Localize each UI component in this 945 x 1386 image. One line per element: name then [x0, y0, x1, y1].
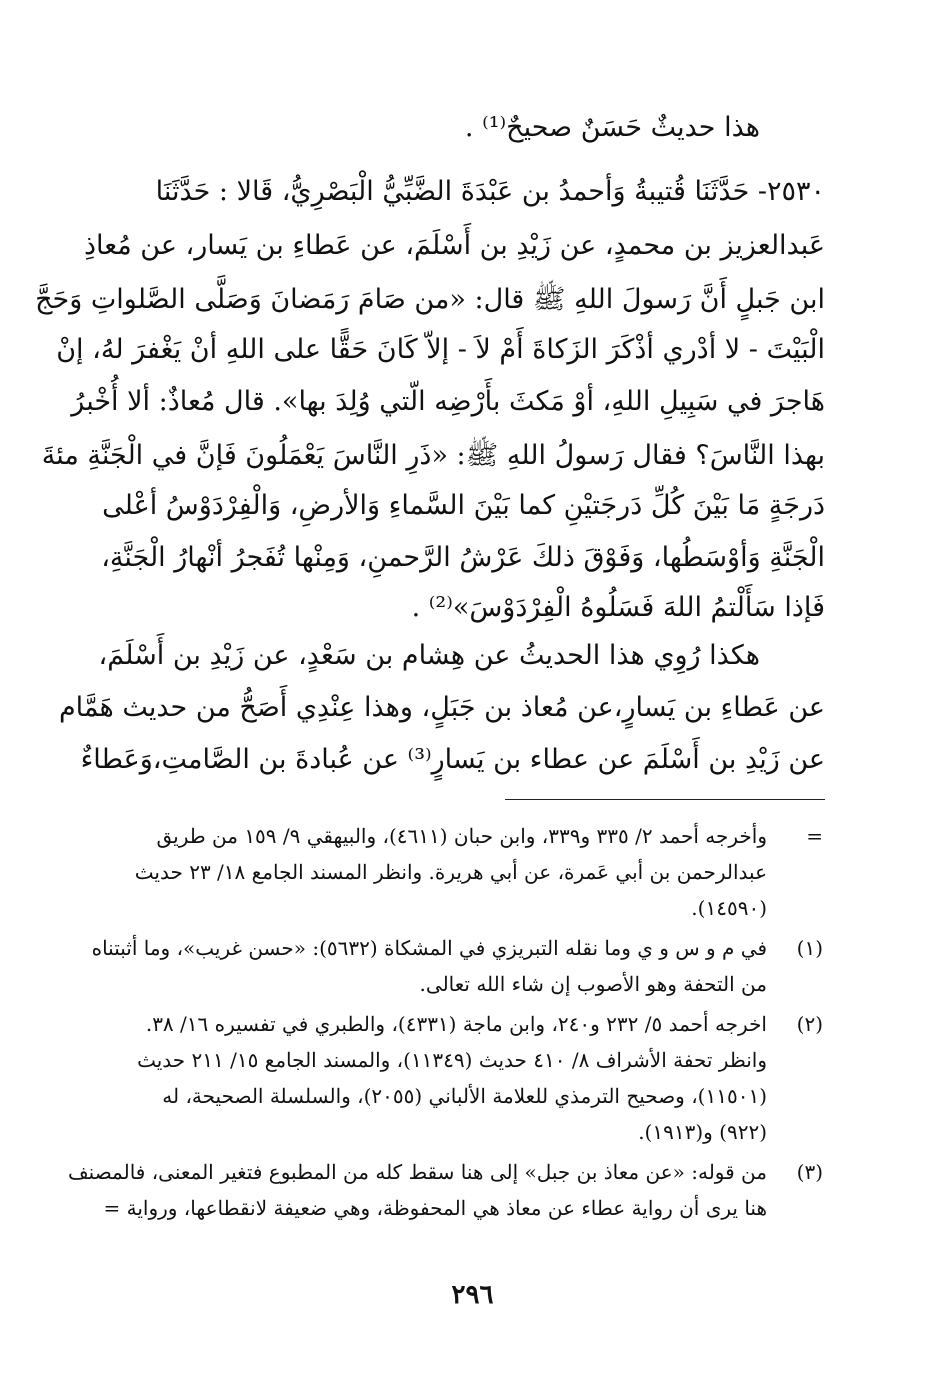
main-line-8: دَرجَةٍ مَا بَيْنَ كُلِّ دَرجَتيْنِ كما بَيْنَ السَّماءِ وَالأرضِ، وَالْفِرْدَوْسُ أعْلى — [102, 490, 825, 521]
main-line-10: فَإذا سَأَلْتمُ اللهَ فَسَلُوهُ الْفِرْدَوْسَ»⁽²⁾ . — [411, 592, 825, 623]
main-line-12: عن عَطاءِ بن يَسارٍ،عن مُعاذ بن جَبَلٍ، وهذا عِنْدِي أَصَحُّ من حديث هَمَّام — [58, 692, 825, 723]
footnote-continued-line-2: عبدالرحمن بن أبي عَمرة، عن أبي هريرة. وانظر المسند الجامع ١٨/ ٢٣ حديث — [134, 860, 767, 884]
main-line-7: بهذا النَّاسَ؟ فقال رَسولُ اللهِ ﷺ: «ذَرِ النَّاسَ يَعْمَلُونَ فَإنَّ في الْجَنَّةِ مئةَ — [41, 440, 825, 471]
footnote-continued-line-3: (١٤٥٩٠). — [691, 896, 767, 920]
footnote-1-number: (١) — [796, 936, 823, 960]
footnote-3-line-2: هنا يرى أن رواية عطاء عن معاذ هي المحفوظة، وهي ضعيفة لانقطاعها، ورواية = — [103, 1196, 767, 1220]
main-line-9: الْجَنَّةِ وَأوْسَطُها، وَفَوْقَ ذلكَ عَرْشُ الرَّحمنِ، وَمِنْها تُفَجرُ أنْهارُ الْجَنَّةِ، — [101, 542, 825, 573]
footnote-2-number: (٢) — [796, 1012, 823, 1036]
main-line-3: عَبدالعزيز بن محمدٍ، عن زَيْدِ بن أَسْلَمَ، عن عَطاءِ بن يَسار، عن مُعاذِ — [83, 230, 825, 261]
footnote-separator — [505, 799, 825, 800]
footnote-2-line-4: (٩٢٢) و(١٩١٣). — [638, 1120, 767, 1144]
main-line-13: عن زَيْدِ بن أَسْلَمَ عن عطاء بن يَسارٍ⁽³⁾ عن عُبادةَ بن الصَّامتِ،وَعَطاءٌ — [80, 744, 825, 775]
main-line-6: هَاجرَ في سَبِيلِ اللهِ، أوْ مَكثَ بأَرْضِه الّتي وُلِدَ بها». قال مُعاذٌ: ألا أُخْبرُ — [71, 386, 825, 417]
footnote-continued-line-1: وأخرجه أحمد ٢/ ٣٣٥ و٣٣٩، وابن حبان (٤٦١١)، والبيهقي ٩/ ١٥٩ من طريق — [156, 824, 767, 848]
footnote-1-line-1: في م و س و ي وما نقله التبريزي في المشكاة (٥٦٣٢): «حسن غريب»، وما أثبتناه — [91, 936, 767, 960]
footnote-1-line-2: من التحفة وهو الأصوب إن شاء الله تعالى. — [419, 972, 767, 996]
main-line-1: هذا حديثٌ حَسَنٌ صحيحٌ⁽¹⁾ . — [464, 112, 760, 143]
footnote-3-line-1: من قوله: «عن معاذ بن جبل» إلى هنا سقط كله من المطبوع فتغير المعنى، فالمصنف — [67, 1160, 767, 1184]
footnote-2-line-1: اخرجه أحمد ٥/ ٢٣٢ و٢٤٠، وابن ماجة (٤٣٣١)، والطبري في تفسيره ١٦/ ٣٨. — [145, 1012, 767, 1036]
main-line-4: ابن جَبلٍ أَنَّ رَسولَ اللهِ ﷺ قال: «من صَامَ رَمَضانَ وَصَلَّى الصَّلواتِ وَحَجَّ — [35, 284, 825, 315]
footnote-2-line-3: (١١٥٠١)، وصحيح الترمذي للعلامة الألباني (٢٠٥٥)، والسلسلة الصحيحة، له — [162, 1084, 767, 1108]
footnote-2-line-2: وانظر تحفة الأشراف ٨/ ٤١٠ حديث (١١٣٤٩)، والمسند الجامع ١٥/ ٢١١ حديث — [137, 1048, 767, 1072]
footnote-continued-marker: = — [806, 824, 823, 848]
main-line-5: الْبَيْتَ - لا أدْري أذْكَرَ الزَكاةَ أَمْ لاَ - إلاّ كَانَ حَقًّا على اللهِ أنْ يَغْفرَ لهُ، إنْ — [56, 334, 825, 365]
footnote-3-number: (٣) — [796, 1160, 823, 1184]
page-number: ٢٩٦ — [451, 1280, 494, 1310]
main-line-2: ٢٥٣٠- حَدَّثَنَا قُتيبةُ وَأحمدُ بن عَبْدَةَ الضَّبِّيُّ الْبَصْرِيُّ، قَالا : حَدَّثَنَا — [155, 176, 825, 207]
main-line-11: هكذا رُوِي هذا الحديثُ عن هِشام بن سَعْدٍ، عن زَيْدِ بن أَسْلَمَ، — [98, 640, 760, 671]
